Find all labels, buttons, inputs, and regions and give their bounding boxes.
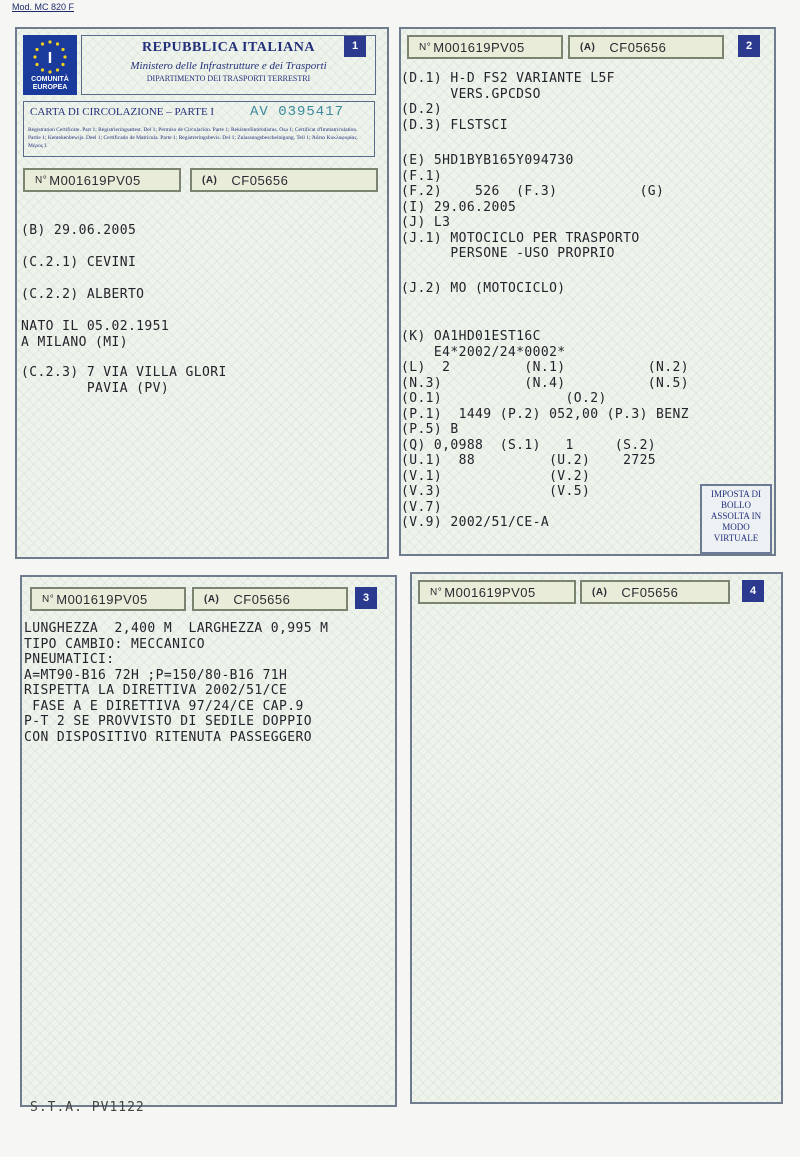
holder-address: (C.2.3) 7 VIA VILLA GLORI PAVIA (PV)	[21, 365, 227, 396]
plate-box	[580, 580, 730, 604]
certificate-translations: Registration Certificate. Part 1; Registrieringsattest. Del 1; Permiso de Circulación. Parte 1; Rekisteröintitodistus. Osa 1; Certificat d'Immatriculation. Partie 1; Kentekenbewijs. Deel 1; Certificado de Matrícula. Parte 1; Registreringsbevis. Del 1; Zulassungsbescheinigung. Teil 1; Άδεια Κυκλοφορίας. Μέρος I.	[28, 127, 358, 149]
certificate-title: CARTA DI CIRCOLAZIONE – PARTE I	[30, 106, 215, 118]
eu-country-letter: I	[47, 50, 53, 67]
ministry-name: Ministero delle Infrastrutture e dei Trasporti	[130, 60, 327, 72]
issuer-header	[81, 35, 376, 95]
doc-number: M001619PV05	[433, 39, 525, 55]
plate-box	[190, 168, 378, 192]
panel-number: 1	[344, 35, 366, 57]
vehicle-make-model: (D.1) H-D FS2 VARIANTE L5F VERS.GPCDSO (D.2) (D.3) FLSTSCI	[401, 71, 615, 133]
holder-surname: (C.2.1) CEVINI	[21, 255, 137, 270]
eu-emblem	[23, 35, 77, 95]
vehicle-category: (J.2) MO (MOTOCICLO)	[401, 281, 566, 296]
doc-number-prefix: N°	[35, 174, 48, 186]
certificate-title-box	[23, 101, 375, 157]
holder-birth: NATO IL 05.02.1951 A MILANO (MI)	[21, 319, 170, 350]
eu-caption: COMUNITÀ EUROPEA	[31, 76, 69, 91]
plate-label: (A)	[580, 41, 596, 53]
form-model-code: Mod. MC 820 F	[12, 2, 75, 12]
doc-number: M001619PV05	[444, 584, 536, 600]
panel-4	[410, 572, 783, 1104]
registration-date: (B) 29.06.2005	[21, 223, 137, 238]
doc-number-box	[418, 580, 576, 604]
doc-number-box	[30, 587, 186, 611]
panel-number: 2	[738, 35, 760, 57]
plate-label: (A)	[592, 586, 608, 598]
plate-number: CF05656	[621, 584, 679, 600]
doc-number: M001619PV05	[56, 591, 148, 607]
panel-3	[20, 575, 397, 1107]
panel-1	[15, 27, 389, 559]
eu-stars-icon	[32, 39, 68, 75]
doc-number: M001619PV05	[49, 172, 141, 188]
panel-number: 4	[742, 580, 764, 602]
office-code: S.T.A. PV1122	[30, 1100, 145, 1115]
vehicle-identification: (E) 5HD1BYB165Y094730 (F.1) (F.2) 526 (F.3) (G) (I) 29.06.2005 (J) L3 (J.1) MOTOCICLO PER TRASPORTO PERSONE -USO PROPRIO	[401, 153, 665, 261]
department-name: DIPARTIMENTO DEI TRASPORTI TERRESTRI	[146, 74, 311, 83]
panel-2	[399, 27, 776, 556]
plate-label: (A)	[204, 593, 220, 605]
plate-number: CF05656	[231, 172, 289, 188]
plate-box	[568, 35, 724, 59]
additional-notes: LUNGHEZZA 2,400 M LARGHEZZA 0,995 M TIPO CAMBIO: MECCANICO PNEUMATICI: A=MT90-B16 72H ;P=150/80-B16 71H RISPETTA LA DIRETTIVA 2002/51/CE FASE A E DIRETTIVA 97/24/CE CAP.9 P-T 2 SE PROVVISTO DI SEDILE DOPPIO CON DISPOSITIVO RITENUTA PASSEGGERO	[24, 621, 329, 745]
doc-number-box	[407, 35, 563, 59]
panel-number: 3	[355, 587, 377, 609]
doc-number-prefix: N°	[430, 586, 443, 598]
stamp-duty-box: IMPOSTA DI BOLLO ASSOLTA IN MODO VIRTUALE	[700, 484, 772, 554]
plate-number: CF05656	[609, 39, 667, 55]
plate-label: (A)	[202, 174, 218, 186]
doc-number-box	[23, 168, 181, 192]
holder-name: (C.2.2) ALBERTO	[21, 287, 145, 302]
doc-number-prefix: N°	[42, 593, 55, 605]
vehicle-technical-data: (K) OA1HD01EST16C E4*2002/24*0002* (L) 2 (N.1) (N.2) (N.3) (N.4) (N.5) (O.1) (O.2) (P.1) 1449 (P.2) 052,00 (P.3) BENZ (P.5) B (Q) 0,0988 (S.1) 1 (S.2) (U.1) 88 (U.2) 2725 (V.1) (V.2) (V.3) (V.5) (V.7) (V.9) 2002/51/CE-A	[401, 329, 689, 530]
certificate-serial: AV 0395417	[250, 104, 345, 120]
plate-box	[192, 587, 348, 611]
doc-number-prefix: N°	[419, 41, 432, 53]
republic-title: REPUBBLICA ITALIANA	[142, 40, 315, 55]
plate-number: CF05656	[233, 591, 291, 607]
